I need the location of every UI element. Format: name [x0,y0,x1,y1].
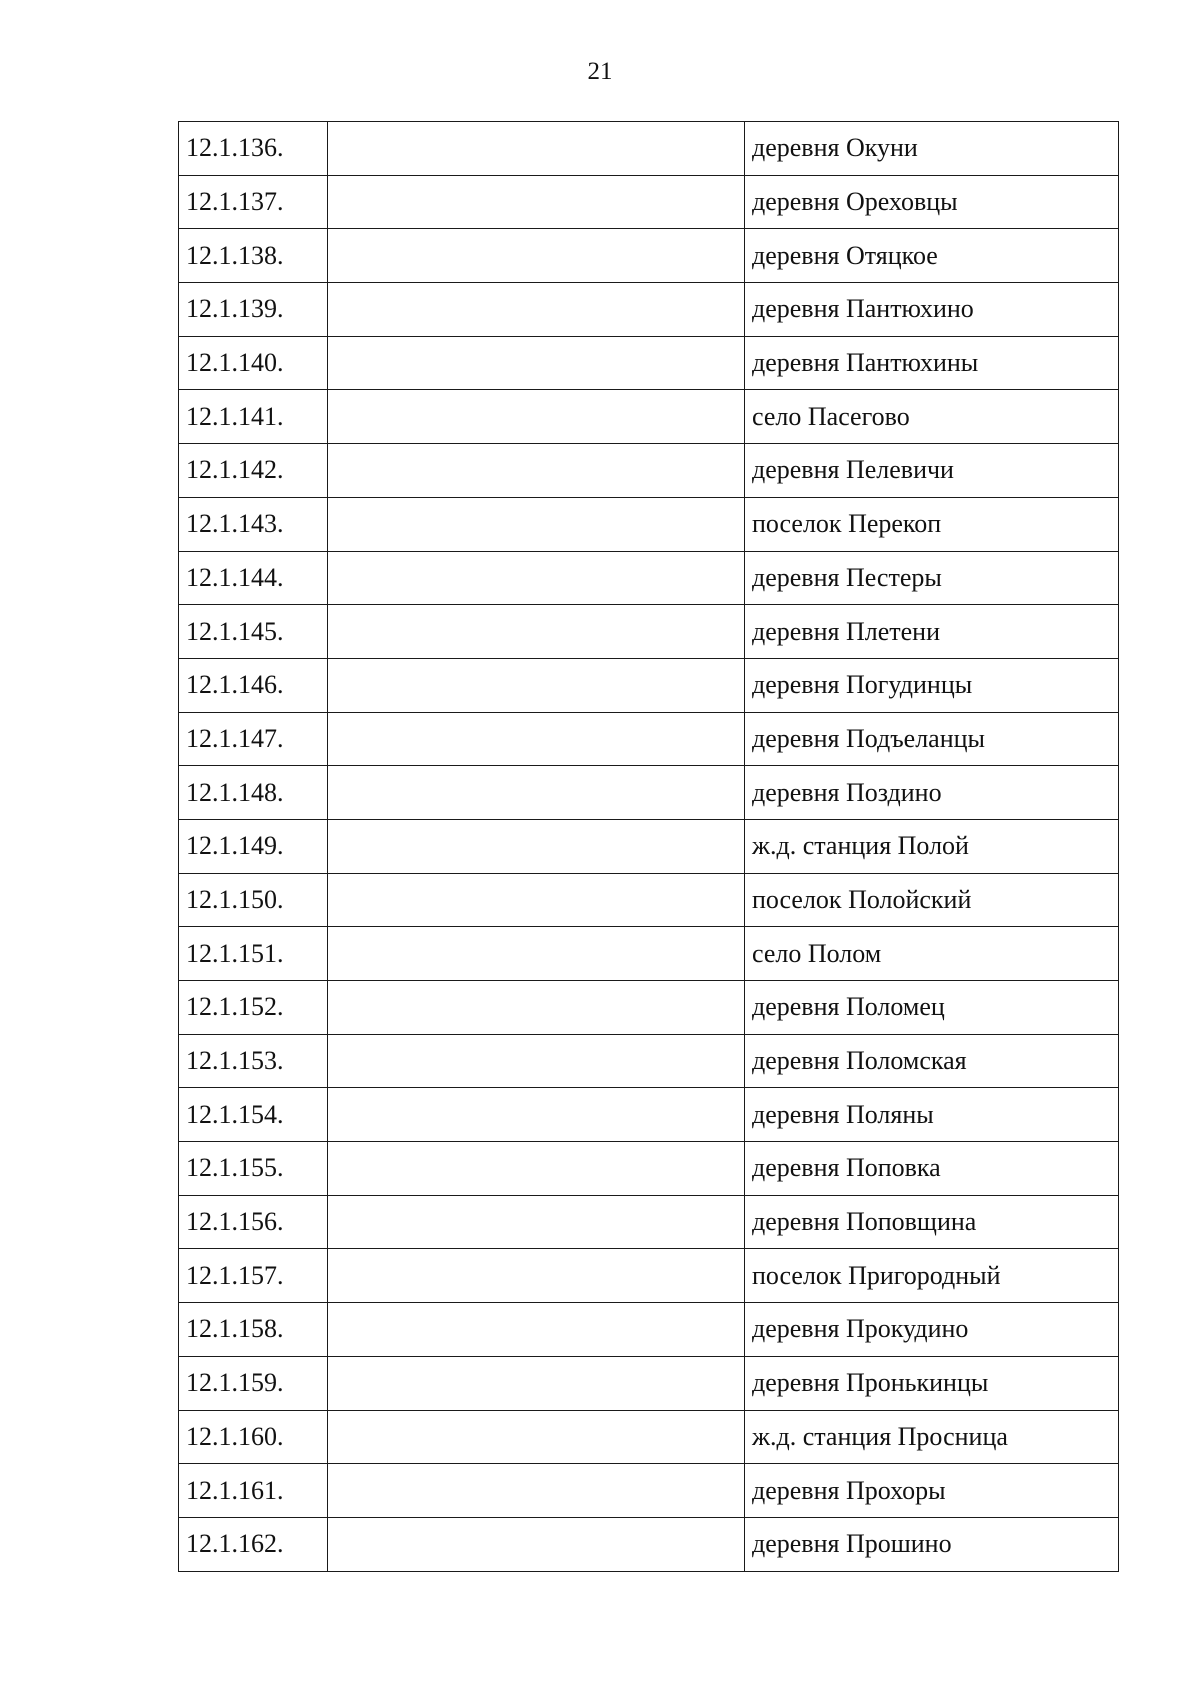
row-number-cell: 12.1.156. [179,1195,328,1249]
row-number-cell: 12.1.137. [179,175,328,229]
settlement-name-cell: деревня Поломская [745,1034,1119,1088]
settlement-name-cell: деревня Поломец [745,981,1119,1035]
settlements-table [178,121,1119,1572]
settlement-name-cell: деревня Отяцкое [745,229,1119,283]
settlement-name-cell: деревня Плетени [745,605,1119,659]
row-number-cell: 12.1.143. [179,497,328,551]
empty-cell [328,605,745,659]
row-number-cell: 12.1.146. [179,658,328,712]
row-number-cell: 12.1.151. [179,927,328,981]
empty-cell [328,1464,745,1518]
row-number-cell: 12.1.140. [179,336,328,390]
empty-cell [328,122,745,176]
row-number-cell: 12.1.149. [179,819,328,873]
row-number-cell: 12.1.153. [179,1034,328,1088]
empty-cell [328,1195,745,1249]
empty-cell [328,1356,745,1410]
table-row [179,1034,1119,1088]
settlement-name-cell: деревня Погудинцы [745,658,1119,712]
empty-cell [328,497,745,551]
empty-cell [328,712,745,766]
settlement-name-cell: поселок Перекоп [745,497,1119,551]
row-number-cell: 12.1.158. [179,1303,328,1357]
table-row [179,766,1119,820]
table-row [179,605,1119,659]
settlement-name-cell: деревня Поповка [745,1142,1119,1196]
row-number-cell: 12.1.148. [179,766,328,820]
row-number-cell: 12.1.162. [179,1517,328,1571]
settlement-name-cell: деревня Поляны [745,1088,1119,1142]
empty-cell [328,1142,745,1196]
row-number-cell: 12.1.154. [179,1088,328,1142]
row-number-cell: 12.1.155. [179,1142,328,1196]
empty-cell [328,819,745,873]
row-number-cell: 12.1.160. [179,1410,328,1464]
table-row [179,1142,1119,1196]
settlement-name-cell: деревня Пантюхино [745,283,1119,337]
table-row [179,927,1119,981]
empty-cell [328,336,745,390]
settlement-name-cell: ж.д. станция Просница [745,1410,1119,1464]
table-row [179,873,1119,927]
table-row [179,551,1119,605]
settlement-name-cell: село Полом [745,927,1119,981]
settlement-name-cell: деревня Прошино [745,1517,1119,1571]
settlement-name-cell: деревня Пелевичи [745,444,1119,498]
table-row [179,1464,1119,1518]
settlement-name-cell: ж.д. станция Полой [745,819,1119,873]
empty-cell [328,283,745,337]
settlement-name-cell: поселок Полойский [745,873,1119,927]
empty-cell [328,981,745,1035]
row-number-cell: 12.1.138. [179,229,328,283]
empty-cell [328,1517,745,1571]
row-number-cell: 12.1.147. [179,712,328,766]
row-number-cell: 12.1.152. [179,981,328,1035]
settlement-name-cell: деревня Поздино [745,766,1119,820]
settlement-name-cell: село Пасегово [745,390,1119,444]
row-number-cell: 12.1.145. [179,605,328,659]
page-number: 21 [587,58,613,85]
table-row [179,229,1119,283]
table-row [179,1517,1119,1571]
settlement-name-cell: поселок Пригородный [745,1249,1119,1303]
table-row [179,175,1119,229]
settlement-name-cell: деревня Ореховцы [745,175,1119,229]
row-number-cell: 12.1.142. [179,444,328,498]
empty-cell [328,229,745,283]
empty-cell [328,658,745,712]
row-number-cell: 12.1.150. [179,873,328,927]
row-number-cell: 12.1.144. [179,551,328,605]
table-row [179,658,1119,712]
table-row [179,1410,1119,1464]
table-row [179,390,1119,444]
empty-cell [328,766,745,820]
settlement-name-cell: деревня Поповщина [745,1195,1119,1249]
empty-cell [328,551,745,605]
empty-cell [328,1088,745,1142]
table-row [179,283,1119,337]
row-number-cell: 12.1.141. [179,390,328,444]
table-row [179,981,1119,1035]
table-row [179,122,1119,176]
empty-cell [328,1410,745,1464]
row-number-cell: 12.1.159. [179,1356,328,1410]
empty-cell [328,175,745,229]
settlement-name-cell: деревня Пестеры [745,551,1119,605]
table-row [179,497,1119,551]
table-row [179,336,1119,390]
row-number-cell: 12.1.161. [179,1464,328,1518]
settlement-name-cell: деревня Пронькинцы [745,1356,1119,1410]
table-row [179,1356,1119,1410]
empty-cell [328,1303,745,1357]
empty-cell [328,873,745,927]
settlement-name-cell: деревня Подъеланцы [745,712,1119,766]
settlement-name-cell: деревня Прохоры [745,1464,1119,1518]
empty-cell [328,927,745,981]
row-number-cell: 12.1.139. [179,283,328,337]
empty-cell [328,390,745,444]
table-row [179,819,1119,873]
row-number-cell: 12.1.136. [179,122,328,176]
settlement-name-cell: деревня Окуни [745,122,1119,176]
empty-cell [328,1249,745,1303]
row-number-cell: 12.1.157. [179,1249,328,1303]
table-row [179,1249,1119,1303]
table-row [179,712,1119,766]
settlement-name-cell: деревня Пантюхины [745,336,1119,390]
settlement-name-cell: деревня Прокудино [745,1303,1119,1357]
table-row [179,1195,1119,1249]
table-row [179,444,1119,498]
table-row [179,1088,1119,1142]
empty-cell [328,444,745,498]
empty-cell [328,1034,745,1088]
table-row [179,1303,1119,1357]
